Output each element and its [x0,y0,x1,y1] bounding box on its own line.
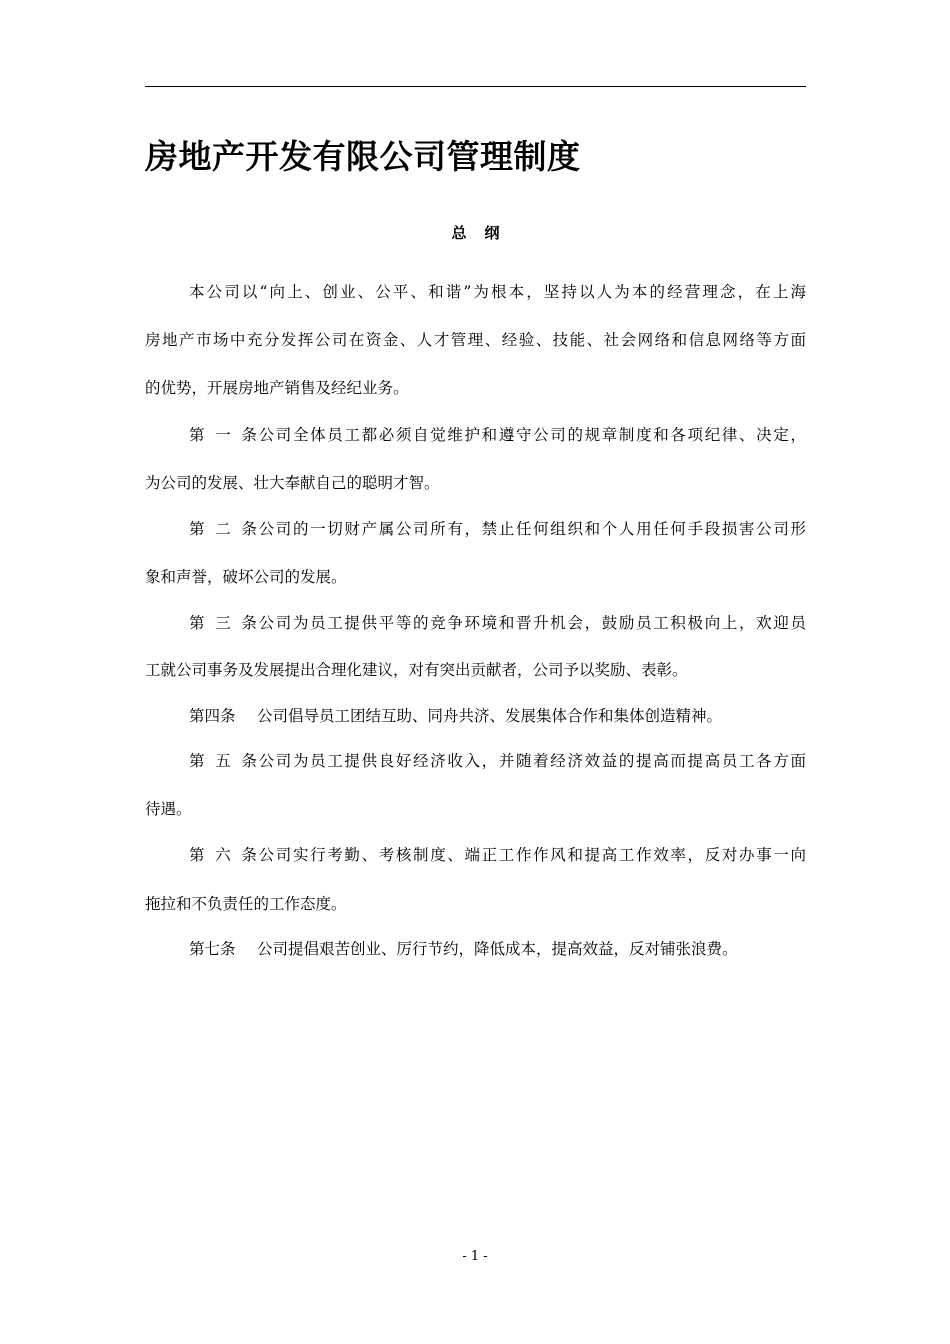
document-title: 房地产开发有限公司管理制度 [145,137,581,176]
article-5 [145,749,806,773]
article-label: 第六条 [189,846,257,864]
article-text: 公司的一切财产属公司所有，禁止任何组织和个人用任何手段损害公司形 [257,520,806,538]
article-1 [145,423,806,447]
article-continuation: 拖拉和不负责任的工作态度。 [145,895,347,913]
article-text: 公司实行考勤、考核制度、端正工作作风和提高工作效率，反对办事一向 [257,846,806,864]
article-text: 公司倡导员工团结互助、同舟共济、发展集体合作和集体创造精神。 [257,707,723,725]
article-label: 第七条 [189,940,236,958]
page-number: - 1 - [462,1249,488,1264]
article-label: 第五条 [189,752,257,770]
article-label: 第三条 [189,614,257,632]
intro-line: 房地产市场中充分发挥公司在资金、人才管理、经验、技能、社会网络和信息网络等方面 [145,331,806,349]
article-text: 公司为员工提供良好经济收入，并随着经济效益的提高而提高员工各方面 [257,752,806,770]
article-text: 公司提倡艰苦创业、厉行节约，降低成本，提高效益，反对铺张浪费。 [257,940,738,958]
intro-line: 本公司以“向上、创业、公平、和谐”为根本，坚持以人为本的经营理念，在上海 [189,283,806,301]
section-heading: 总纲 [451,224,518,242]
article-continuation: 象和声誉，破坏公司的发展。 [145,568,347,586]
article-2 [145,517,806,541]
article-4 [145,704,806,728]
article-continuation: 工就公司事务及发展提出合理化建议，对有突出贡献者，公司予以奖励、表彰。 [145,661,688,679]
article-continuation: 为公司的发展、壮大奉献自己的聪明才智。 [145,474,440,492]
article-text: 公司全体员工都必须自觉维护和遵守公司的规章制度和各项纪律、决定， [257,426,806,444]
article-7 [145,937,806,961]
article-continuation: 待遇。 [145,800,192,818]
intro-line: 的优势，开展房地产销售及经纪业务。 [145,379,409,397]
article-6 [145,843,806,867]
article-label: 第一条 [189,426,257,444]
header-rule [145,86,806,87]
article-label: 第四条 [189,707,236,725]
article-label: 第二条 [189,520,257,538]
article-text: 公司为员工提供平等的竞争环境和晋升机会，鼓励员工积极向上，欢迎员 [257,614,806,632]
article-3 [145,611,806,635]
